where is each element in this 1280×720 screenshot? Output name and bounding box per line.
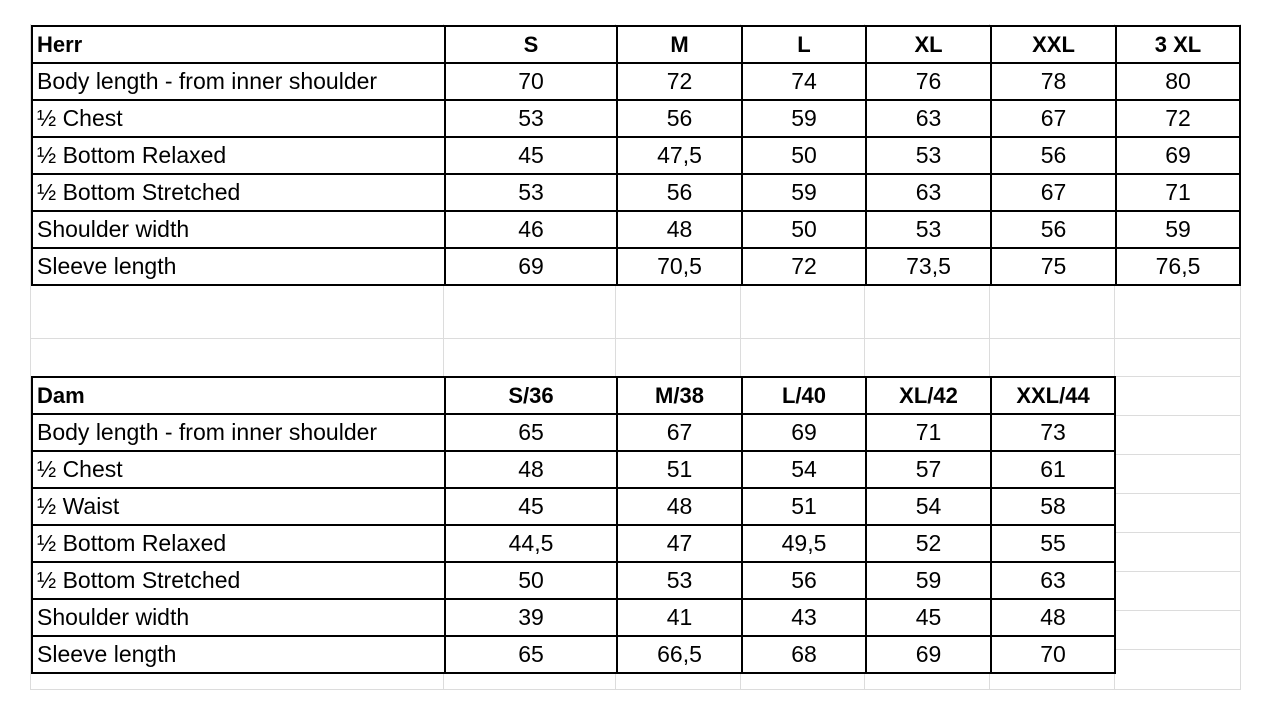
value-cell[interactable]: 45 [866,599,991,636]
measurement-label-cell[interactable]: Shoulder width [32,211,445,248]
gridline [1114,454,1240,455]
measurement-label-cell[interactable]: Shoulder width [32,599,445,636]
table-title-cell[interactable]: Dam [32,377,445,414]
value-cell[interactable]: 69 [742,414,866,451]
value-cell[interactable]: 73,5 [866,248,991,285]
value-cell[interactable]: 74 [742,63,866,100]
value-cell[interactable]: 59 [742,174,866,211]
value-cell[interactable]: 72 [617,63,742,100]
gridline [1114,571,1240,572]
table-row [32,174,1240,211]
measurement-label-cell[interactable]: ½ Bottom Stretched [32,174,445,211]
measurement-label-cell[interactable]: ½ Waist [32,488,445,525]
value-cell[interactable]: 72 [742,248,866,285]
measurement-label-cell[interactable]: ½ Bottom Relaxed [32,525,445,562]
measurement-label-cell[interactable]: ½ Bottom Relaxed [32,137,445,174]
value-cell[interactable]: 59 [866,562,991,599]
value-cell[interactable]: 56 [742,562,866,599]
value-cell[interactable]: 53 [445,174,617,211]
value-cell[interactable]: 59 [742,100,866,137]
table-row [32,248,1240,285]
value-cell[interactable]: 56 [991,211,1116,248]
table-row [32,211,1240,248]
value-cell[interactable]: 51 [617,451,742,488]
value-cell[interactable]: 48 [445,451,617,488]
gridline [1114,415,1240,416]
value-cell[interactable]: 59 [1116,211,1240,248]
value-cell[interactable]: 45 [445,137,617,174]
size-header-cell[interactable]: M [617,26,742,63]
value-cell[interactable]: 48 [617,211,742,248]
value-cell[interactable]: 65 [445,636,617,673]
table-row [32,636,1115,673]
value-cell[interactable]: 70,5 [617,248,742,285]
value-cell[interactable]: 48 [617,488,742,525]
size-header-cell[interactable]: XXL/44 [991,377,1115,414]
gridline [1114,649,1240,650]
value-cell[interactable]: 75 [991,248,1116,285]
value-cell[interactable]: 63 [866,100,991,137]
measurement-label-cell[interactable]: ½ Chest [32,100,445,137]
value-cell[interactable]: 70 [991,636,1115,673]
size-table-herr [31,25,1241,286]
measurement-label-cell[interactable]: ½ Bottom Stretched [32,562,445,599]
value-cell[interactable]: 53 [866,137,991,174]
value-cell[interactable]: 71 [866,414,991,451]
measurement-label-cell[interactable]: Sleeve length [32,248,445,285]
gridline [1114,610,1240,611]
table-row [32,599,1115,636]
value-cell[interactable]: 80 [1116,63,1240,100]
value-cell[interactable]: 44,5 [445,525,617,562]
value-cell[interactable]: 53 [866,211,991,248]
table-title-cell[interactable]: Herr [32,26,445,63]
value-cell[interactable]: 76 [866,63,991,100]
value-cell[interactable]: 63 [991,562,1115,599]
table-header-row [32,377,1115,414]
value-cell[interactable]: 69 [866,636,991,673]
value-cell[interactable]: 56 [617,100,742,137]
value-cell[interactable]: 56 [617,174,742,211]
measurement-label-cell[interactable]: ½ Chest [32,451,445,488]
value-cell[interactable]: 48 [991,599,1115,636]
size-table-dam [31,376,1116,674]
value-cell[interactable]: 53 [617,562,742,599]
gridline [1114,493,1240,494]
size-header-cell[interactable]: XXL [991,26,1116,63]
gridline [30,338,1240,339]
value-cell[interactable]: 39 [445,599,617,636]
size-header-cell[interactable]: XL [866,26,991,63]
value-cell[interactable]: 71 [1116,174,1240,211]
value-cell[interactable]: 57 [866,451,991,488]
value-cell[interactable]: 73 [991,414,1115,451]
gridline [30,689,1240,690]
table-header-row [32,26,1240,63]
measurement-label-cell[interactable]: Sleeve length [32,636,445,673]
value-cell[interactable]: 65 [445,414,617,451]
value-cell[interactable]: 47 [617,525,742,562]
size-header-cell[interactable]: S/36 [445,377,617,414]
value-cell[interactable]: 76,5 [1116,248,1240,285]
table-row [32,414,1115,451]
value-cell[interactable]: 67 [991,174,1116,211]
value-cell[interactable]: 43 [742,599,866,636]
table-row [32,525,1115,562]
value-cell[interactable]: 68 [742,636,866,673]
value-cell[interactable]: 50 [742,211,866,248]
value-cell[interactable]: 69 [445,248,617,285]
measurement-label-cell[interactable]: Body length - from inner shoulder [32,63,445,100]
value-cell[interactable]: 54 [866,488,991,525]
size-header-cell[interactable]: L/40 [742,377,866,414]
value-cell[interactable]: 66,5 [617,636,742,673]
value-cell[interactable]: 49,5 [742,525,866,562]
size-header-cell[interactable]: M/38 [617,377,742,414]
value-cell[interactable]: 54 [742,451,866,488]
value-cell[interactable]: 45 [445,488,617,525]
value-cell[interactable]: 61 [991,451,1115,488]
value-cell[interactable]: 70 [445,63,617,100]
value-cell[interactable]: 72 [1116,100,1240,137]
table-row [32,488,1115,525]
value-cell[interactable]: 47,5 [617,137,742,174]
table-row [32,451,1115,488]
size-header-cell[interactable]: XL/42 [866,377,991,414]
value-cell[interactable]: 51 [742,488,866,525]
table-row [32,137,1240,174]
value-cell[interactable]: 69 [1116,137,1240,174]
value-cell[interactable]: 63 [866,174,991,211]
value-cell[interactable]: 67 [617,414,742,451]
value-cell[interactable]: 56 [991,137,1116,174]
size-header-cell[interactable]: S [445,26,617,63]
size-header-cell[interactable]: 3 XL [1116,26,1240,63]
table-row [32,63,1240,100]
value-cell[interactable]: 50 [742,137,866,174]
value-cell[interactable]: 46 [445,211,617,248]
value-cell[interactable]: 55 [991,525,1115,562]
size-header-cell[interactable]: L [742,26,866,63]
value-cell[interactable]: 50 [445,562,617,599]
value-cell[interactable]: 52 [866,525,991,562]
table-row [32,100,1240,137]
measurement-label-cell[interactable]: Body length - from inner shoulder [32,414,445,451]
value-cell[interactable]: 67 [991,100,1116,137]
value-cell[interactable]: 58 [991,488,1115,525]
value-cell[interactable]: 53 [445,100,617,137]
table-row [32,562,1115,599]
gridline [1114,532,1240,533]
value-cell[interactable]: 78 [991,63,1116,100]
value-cell[interactable]: 41 [617,599,742,636]
